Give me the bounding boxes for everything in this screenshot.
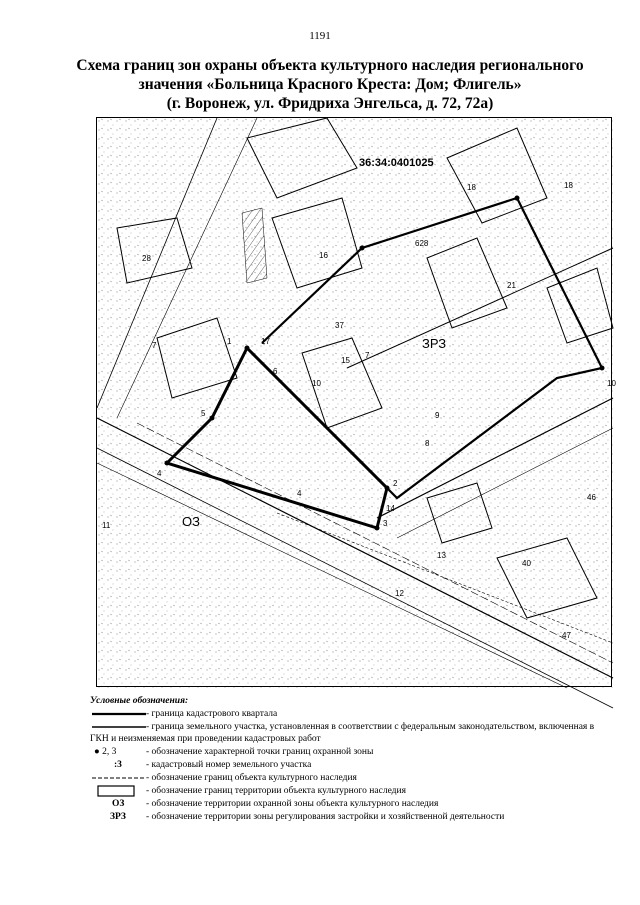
parcel-label: 28	[142, 254, 151, 263]
legend-text: - обозначение границ территории объекта культурного наследия	[146, 785, 406, 796]
parcel-label: 40	[522, 559, 531, 568]
parcel-label: 15	[341, 356, 350, 365]
point-label: 6	[273, 367, 278, 376]
oz-symbol: ОЗ	[112, 798, 125, 809]
page-number: 1191	[309, 30, 331, 42]
parcel-label: 628	[415, 239, 429, 248]
legend-text: - кадастровый номер земельного участка	[146, 759, 312, 770]
point-label: 5	[201, 409, 206, 418]
point-label: 10	[312, 379, 321, 388]
zone-oz-label: ОЗ	[182, 514, 200, 529]
point-label: 4	[157, 469, 162, 478]
medium-line-symbol	[90, 721, 150, 734]
point-label: 3	[383, 519, 388, 528]
dashed-line-symbol	[90, 772, 150, 785]
page-title	[70, 56, 590, 113]
map-legend	[90, 695, 610, 824]
parcel-label: 7	[152, 341, 157, 350]
legend-item	[90, 746, 610, 759]
point-label: 8	[425, 439, 430, 448]
title-line-1: Схема границ зон охраны объекта культурного наследия регионального	[76, 57, 584, 74]
parcel-label: 16	[319, 251, 328, 260]
point-label: 7	[365, 351, 370, 360]
parcel-label: 4	[297, 489, 302, 498]
parcel-label: 21	[507, 281, 516, 290]
point-symbol: ● 2, 3	[94, 746, 117, 757]
zone-zrz-label: ЗРЗ	[422, 336, 447, 351]
cadastral-quarter-label: 36:34:0401025	[359, 157, 434, 169]
cadastral-number-symbol: :3	[114, 759, 122, 770]
point-label: 1	[227, 337, 232, 346]
legend-text: - граница земельного участка, установленная в соответствии с федеральным законодательством, включенная в ГКН и неизменяемая при проведении кадастровых работ	[90, 721, 595, 744]
legend-item	[90, 708, 610, 721]
parcel-label: 18	[564, 181, 573, 190]
parcel-label: 13	[437, 551, 446, 560]
cadastral-map	[96, 117, 616, 687]
parcel-label: 46	[587, 493, 596, 502]
rect-symbol	[90, 785, 150, 798]
legend-heading: Условные обозначения:	[90, 696, 189, 706]
parcel-label: 47	[562, 631, 571, 640]
legend-text: - обозначение характерной точки границ охранной зоны	[146, 746, 374, 757]
point-label: 2	[393, 479, 398, 488]
legend-text: - обозначение территории охранной зоны объекта культурного наследия	[146, 798, 439, 809]
legend-item	[90, 785, 610, 798]
title-line-2: значения «Больница Красного Креста: Дом; Флигель»	[138, 76, 522, 93]
legend-item	[90, 772, 610, 785]
legend-item	[90, 721, 610, 746]
parcel-label: 11	[102, 521, 111, 530]
parcel-label: 17	[261, 337, 270, 346]
parcel-label: 14	[386, 504, 395, 513]
parcel-label: 10	[607, 379, 616, 388]
legend-text: - обозначение территории зоны регулирования застройки и хозяйственной деятельности	[146, 811, 505, 822]
parcel-label: 18	[467, 183, 476, 192]
legend-text: - обозначение границ объекта культурного наследия	[146, 772, 357, 783]
legend-text: - граница кадастрового квартала	[146, 708, 278, 719]
parcel-label: 12	[395, 589, 404, 598]
zrz-symbol: ЗРЗ	[110, 811, 126, 822]
point-label: 9	[435, 411, 440, 420]
legend-item	[90, 811, 610, 824]
parcel-label: 37	[335, 321, 344, 330]
legend-item	[90, 798, 610, 811]
legend-item	[90, 759, 610, 772]
title-line-3: (г. Воронеж, ул. Фридриха Энгельса, д. 72, 72а)	[166, 95, 494, 112]
thick-line-symbol	[90, 708, 150, 721]
